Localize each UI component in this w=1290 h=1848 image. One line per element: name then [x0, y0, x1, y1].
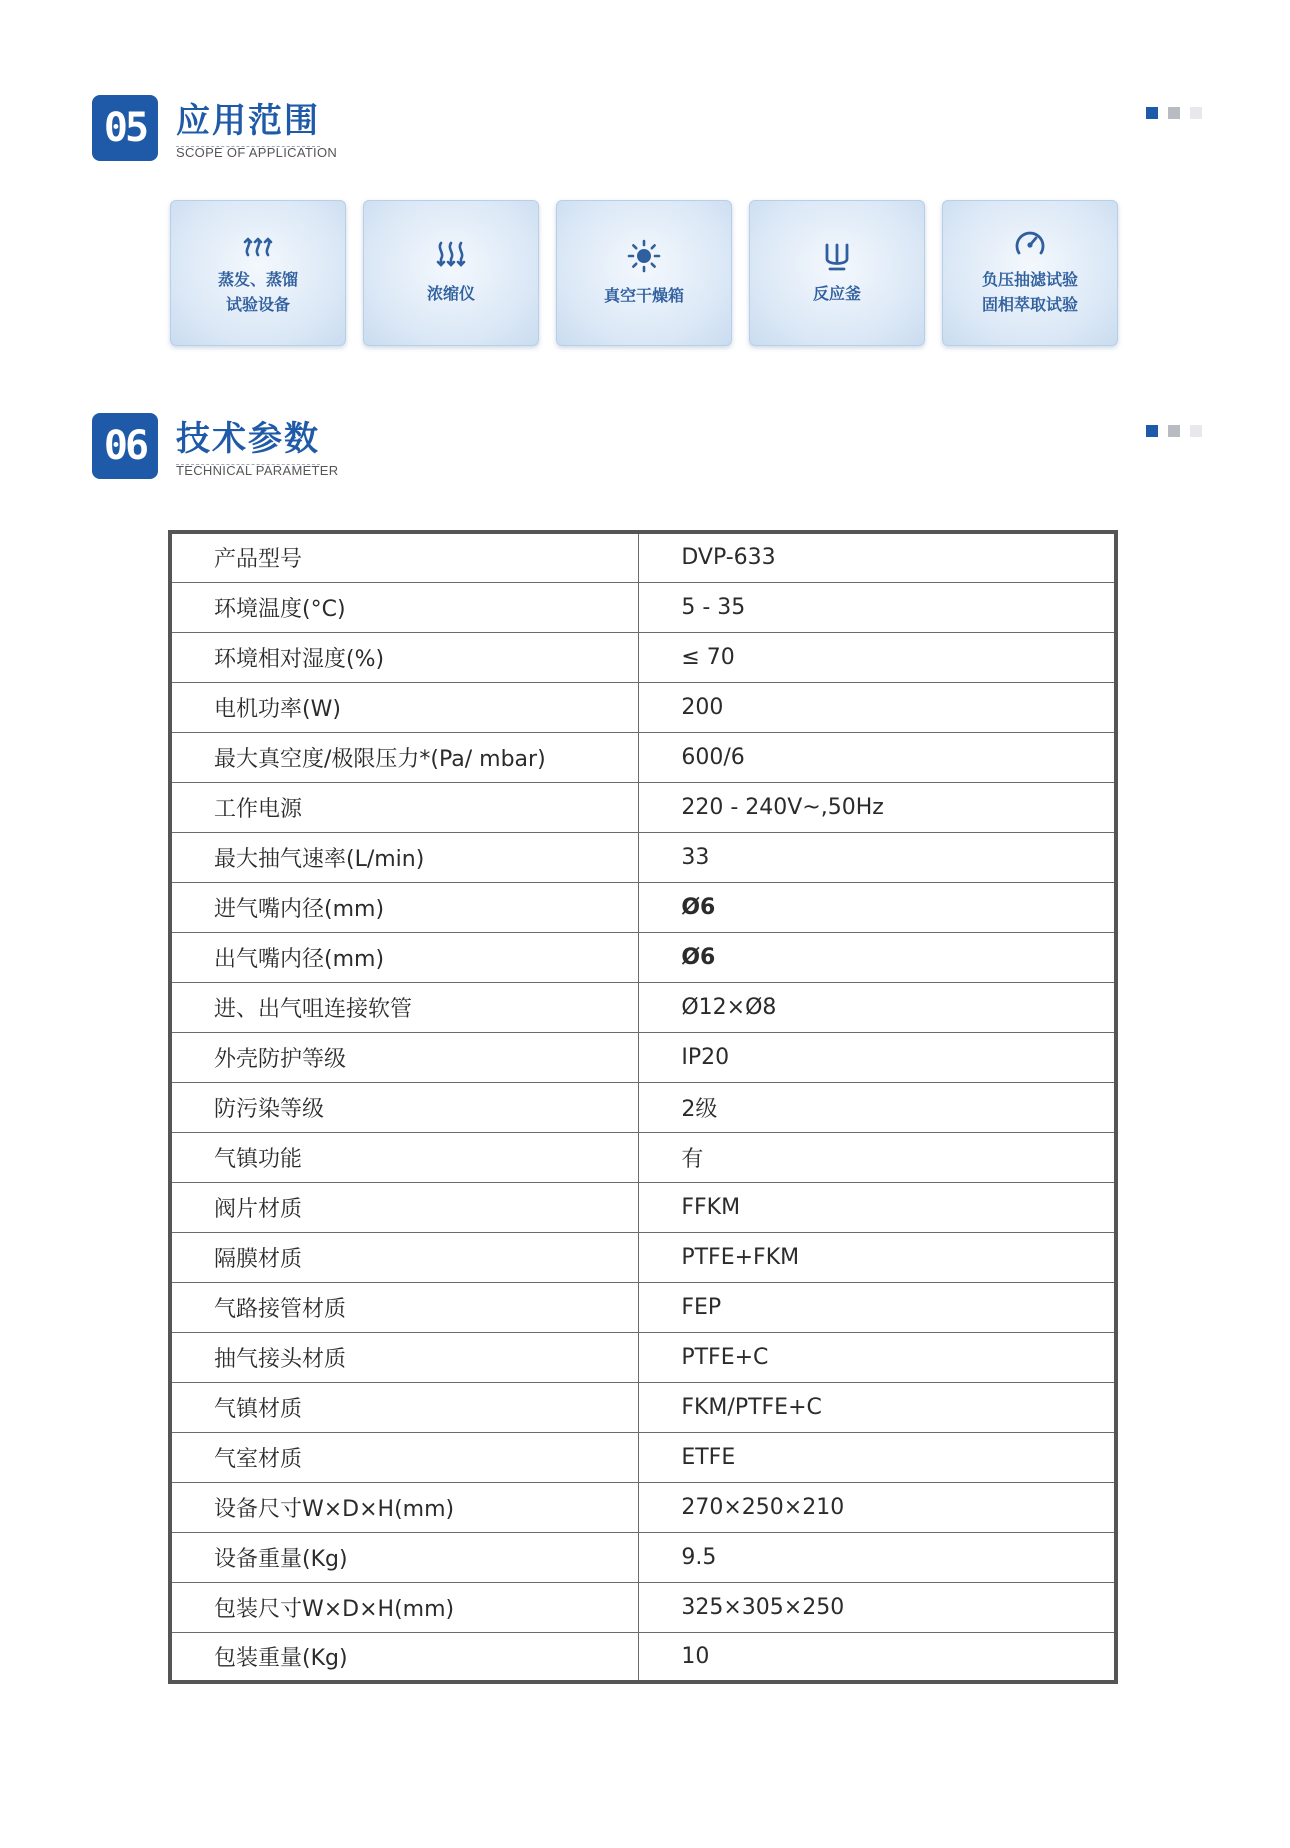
- param-value: Ø12×Ø8: [639, 982, 1116, 1032]
- param-name: 进、出气咀连接软管: [170, 982, 639, 1032]
- table-row: [170, 1382, 1116, 1432]
- table-row: [170, 682, 1116, 732]
- table-row: [170, 1482, 1116, 1532]
- concentrator-icon: [434, 241, 468, 271]
- section-subtitle: SCOPE OF APPLICATION: [176, 145, 338, 160]
- table-row: [170, 1532, 1116, 1582]
- section-number-badge: 06: [92, 413, 158, 479]
- param-value: 200: [639, 682, 1116, 732]
- table-row: [170, 582, 1116, 632]
- param-value: 600/6: [639, 732, 1116, 782]
- param-name: 防污染等级: [170, 1082, 639, 1132]
- param-value: 有: [639, 1132, 1116, 1182]
- param-value: PTFE+C: [639, 1332, 1116, 1382]
- param-value: Ø6: [639, 882, 1116, 932]
- section-title: 技术参数: [176, 411, 320, 465]
- param-name: 阀片材质: [170, 1182, 639, 1232]
- table-row: [170, 1132, 1116, 1182]
- param-name: 进气嘴内径(mm): [170, 882, 639, 932]
- table-row: [170, 1282, 1116, 1332]
- section-title: 应用范围: [176, 93, 320, 147]
- param-value: 9.5: [639, 1532, 1116, 1582]
- param-value: 220 - 240V~,50Hz: [639, 782, 1116, 832]
- table-row: [170, 832, 1116, 882]
- param-name: 气镇材质: [170, 1382, 639, 1432]
- application-card-evaporation: [170, 200, 346, 346]
- param-name: 最大真空度/极限压力*(Pa/ mbar): [170, 732, 639, 782]
- param-name: 气室材质: [170, 1432, 639, 1482]
- application-label: 蒸发、蒸馏 试验设备: [217, 270, 298, 314]
- param-value: 10: [639, 1632, 1116, 1682]
- table-row: [170, 1182, 1116, 1232]
- param-value: 5 - 35: [639, 582, 1116, 632]
- param-value: IP20: [639, 1032, 1116, 1082]
- table-row: [170, 1232, 1116, 1282]
- table-row: [170, 1582, 1116, 1632]
- section-subtitle: TECHNICAL PARAMETER: [176, 463, 339, 478]
- table-row: [170, 982, 1116, 1032]
- section-header-application: [92, 95, 1202, 185]
- param-value: FEP: [639, 1282, 1116, 1332]
- gauge-icon: [1014, 229, 1046, 257]
- param-name: 产品型号: [170, 532, 639, 582]
- evaporation-icon: [241, 229, 275, 257]
- param-name: 出气嘴内径(mm): [170, 932, 639, 982]
- param-value: PTFE+FKM: [639, 1232, 1116, 1282]
- param-name: 设备重量(Kg): [170, 1532, 639, 1582]
- section-number-badge: 05: [92, 95, 158, 161]
- param-name: 抽气接头材质: [170, 1332, 639, 1382]
- param-name: 包装重量(Kg): [170, 1632, 639, 1682]
- table-row: [170, 1082, 1116, 1132]
- param-value: 2级: [639, 1082, 1116, 1132]
- section-header-technical: [92, 413, 1202, 503]
- application-card-reactor: [749, 200, 925, 346]
- reactor-icon: [822, 241, 852, 271]
- table-row: [170, 782, 1116, 832]
- param-name: 工作电源: [170, 782, 639, 832]
- application-label: 浓缩仪: [426, 283, 475, 303]
- application-cards: [170, 200, 1120, 350]
- decorative-squares: [1146, 425, 1202, 437]
- application-label: 反应釜: [812, 283, 861, 303]
- application-card-filtration: [942, 200, 1118, 346]
- application-label: 真空干燥箱: [603, 285, 684, 305]
- technical-parameter-table: [168, 530, 1118, 1684]
- param-name: 气镇功能: [170, 1132, 639, 1182]
- param-name: 气路接管材质: [170, 1282, 639, 1332]
- table-row: [170, 1432, 1116, 1482]
- param-value: ETFE: [639, 1432, 1116, 1482]
- application-label: 负压抽滤试验 固相萃取试验: [981, 270, 1078, 314]
- decorative-squares: [1146, 107, 1202, 119]
- table-row: [170, 1632, 1116, 1682]
- param-name: 外壳防护等级: [170, 1032, 639, 1082]
- application-card-vacuum-oven: [556, 200, 732, 346]
- param-value: Ø6: [639, 932, 1116, 982]
- param-name: 环境相对湿度(%): [170, 632, 639, 682]
- param-value: 270×250×210: [639, 1482, 1116, 1532]
- param-name: 隔膜材质: [170, 1232, 639, 1282]
- param-value: 325×305×250: [639, 1582, 1116, 1632]
- sun-icon: [627, 239, 661, 273]
- table-row: [170, 932, 1116, 982]
- application-card-concentrator: [363, 200, 539, 346]
- param-value: ≤ 70: [639, 632, 1116, 682]
- table-row: [170, 532, 1116, 582]
- param-value: 33: [639, 832, 1116, 882]
- param-name: 电机功率(W): [170, 682, 639, 732]
- param-value: FFKM: [639, 1182, 1116, 1232]
- table-row: [170, 1032, 1116, 1082]
- table-row: [170, 632, 1116, 682]
- table-row: [170, 1332, 1116, 1382]
- param-name: 环境温度(°C): [170, 582, 639, 632]
- param-name: 设备尺寸W×D×H(mm): [170, 1482, 639, 1532]
- param-name: 最大抽气速率(L/min): [170, 832, 639, 882]
- param-value: FKM/PTFE+C: [639, 1382, 1116, 1432]
- table-row: [170, 882, 1116, 932]
- param-value: DVP-633: [639, 532, 1116, 582]
- param-name: 包装尺寸W×D×H(mm): [170, 1582, 639, 1632]
- table-row: [170, 732, 1116, 782]
